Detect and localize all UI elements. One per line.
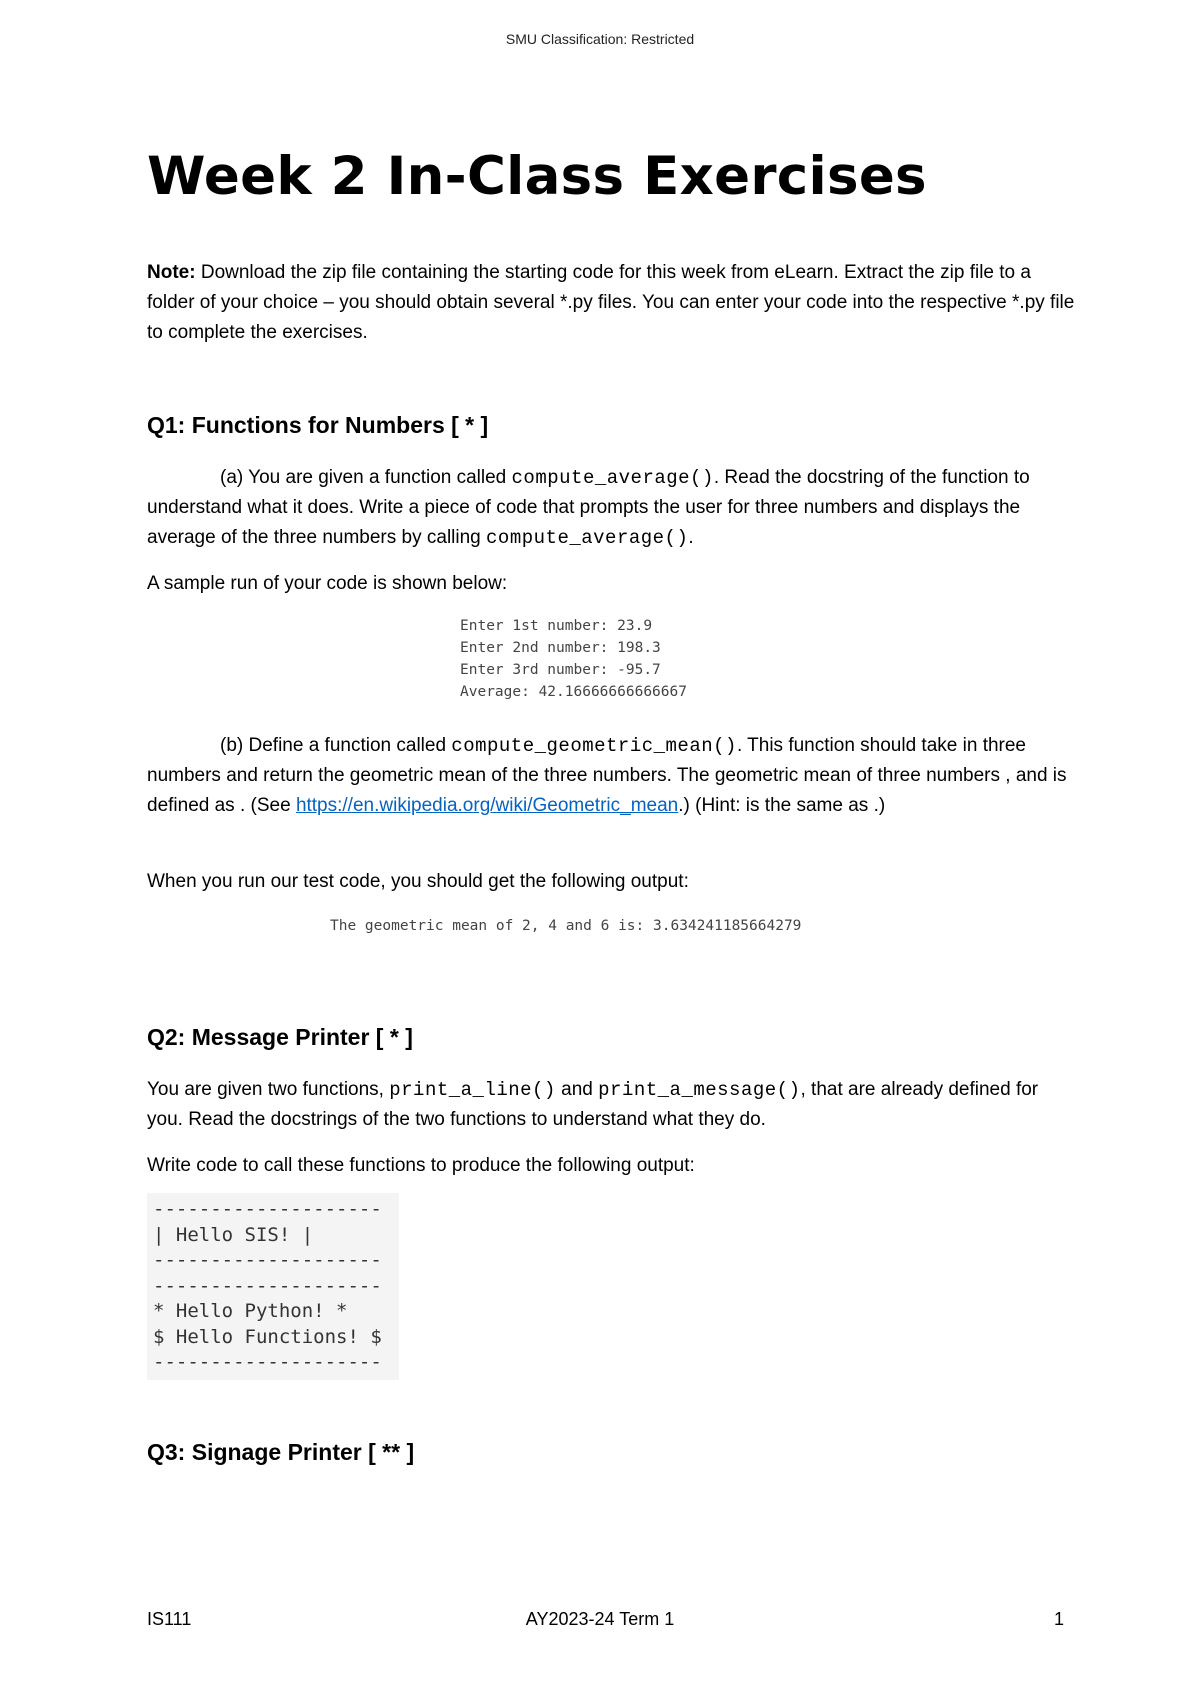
q2-paragraph-1 (147, 1075, 1077, 1135)
test-intro: When you run our test code, you should get the following output: (147, 871, 689, 892)
q2-paragraph-2: Write code to call these functions to produce the following output: (147, 1155, 695, 1176)
console-line: Average: 42.16666666666667 (460, 684, 687, 700)
console-line: Enter 2nd number: 198.3 (460, 640, 661, 656)
q3-heading: Q3: Signage Printer [ ** ] (147, 1439, 415, 1465)
output-line: * Hello Python! * (153, 1300, 348, 1322)
q1b-mid: . This function should take in three numbers and return the geometric mean of the three numbers. The geometric mean of three numbers , and is defined as . (See (147, 735, 1067, 816)
footer-term: AY2023-24 Term 1 (525, 1609, 675, 1629)
output-line: -------------------- (153, 1198, 382, 1220)
q1b-lead: (b) Define a function called (220, 735, 452, 756)
output-line: -------------------- (153, 1249, 382, 1271)
q1a-end: . (688, 527, 694, 548)
q1b-paragraph (147, 731, 1077, 821)
code-print-a-message: print_a_message() (598, 1079, 801, 1101)
sample-run-output (460, 615, 687, 703)
output-line: -------------------- (153, 1351, 382, 1373)
sample-intro: A sample run of your code is shown below: (147, 573, 508, 594)
q1b-end: .) (Hint: is the same as .) (678, 795, 886, 816)
page-title: Week 2 In-Class Exercises (147, 146, 927, 207)
classification-label: SMU Classification: Restricted (505, 31, 695, 47)
output-line: -------------------- (153, 1274, 382, 1297)
output-line: $ Hello Functions! $ (153, 1325, 382, 1348)
q1a-lead: (a) You are given a function called (220, 467, 512, 488)
code-compute-average-call: compute_average() (486, 527, 689, 549)
note-paragraph (147, 258, 1077, 348)
q1-heading: Q1: Functions for Numbers [ * ] (147, 412, 489, 438)
footer-course: IS111 (147, 1609, 192, 1629)
wikipedia-link[interactable]: https://en.wikipedia.org/wiki/Geometric_mean (295, 795, 679, 816)
q1a-paragraph (147, 463, 1077, 553)
q2-and: and (555, 1079, 599, 1100)
code-compute-geometric-mean: compute_geometric_mean() (451, 735, 737, 757)
code-print-a-line: print_a_line() (389, 1079, 556, 1101)
output-line: | Hello SIS! | (153, 1223, 314, 1246)
message-printer-output (147, 1193, 399, 1380)
footer-page-number: 1 (1054, 1609, 1065, 1629)
console-line: Enter 1st number: 23.9 (460, 618, 653, 634)
q2-heading: Q2: Message Printer [ * ] (147, 1024, 413, 1050)
console-line: Enter 3rd number: -95.7 (460, 662, 661, 678)
q1a-mid: . Read the docstring of the function to understand what it does. Write a piece of code that prompts the user for three numbers and displays the average of the three numbers by calling (147, 467, 1030, 548)
q2-end: , that are already defined for you. Read the docstrings of the two functions to understand what they do. (147, 1079, 1039, 1130)
note-text: Download the zip file containing the starting code for this week from eLearn. Extract the zip file to a folder of your choice – you should obtain several *.py files. You can enter your code into the respective *.py file to complete the exercises. (147, 262, 1075, 343)
code-compute-average: compute_average() (511, 467, 714, 489)
test-output: The geometric mean of 2, 4 and 6 is: 3.634241185664279 (330, 918, 802, 934)
q2-lead: You are given two functions, (147, 1079, 390, 1100)
note-label: Note: (147, 262, 196, 283)
